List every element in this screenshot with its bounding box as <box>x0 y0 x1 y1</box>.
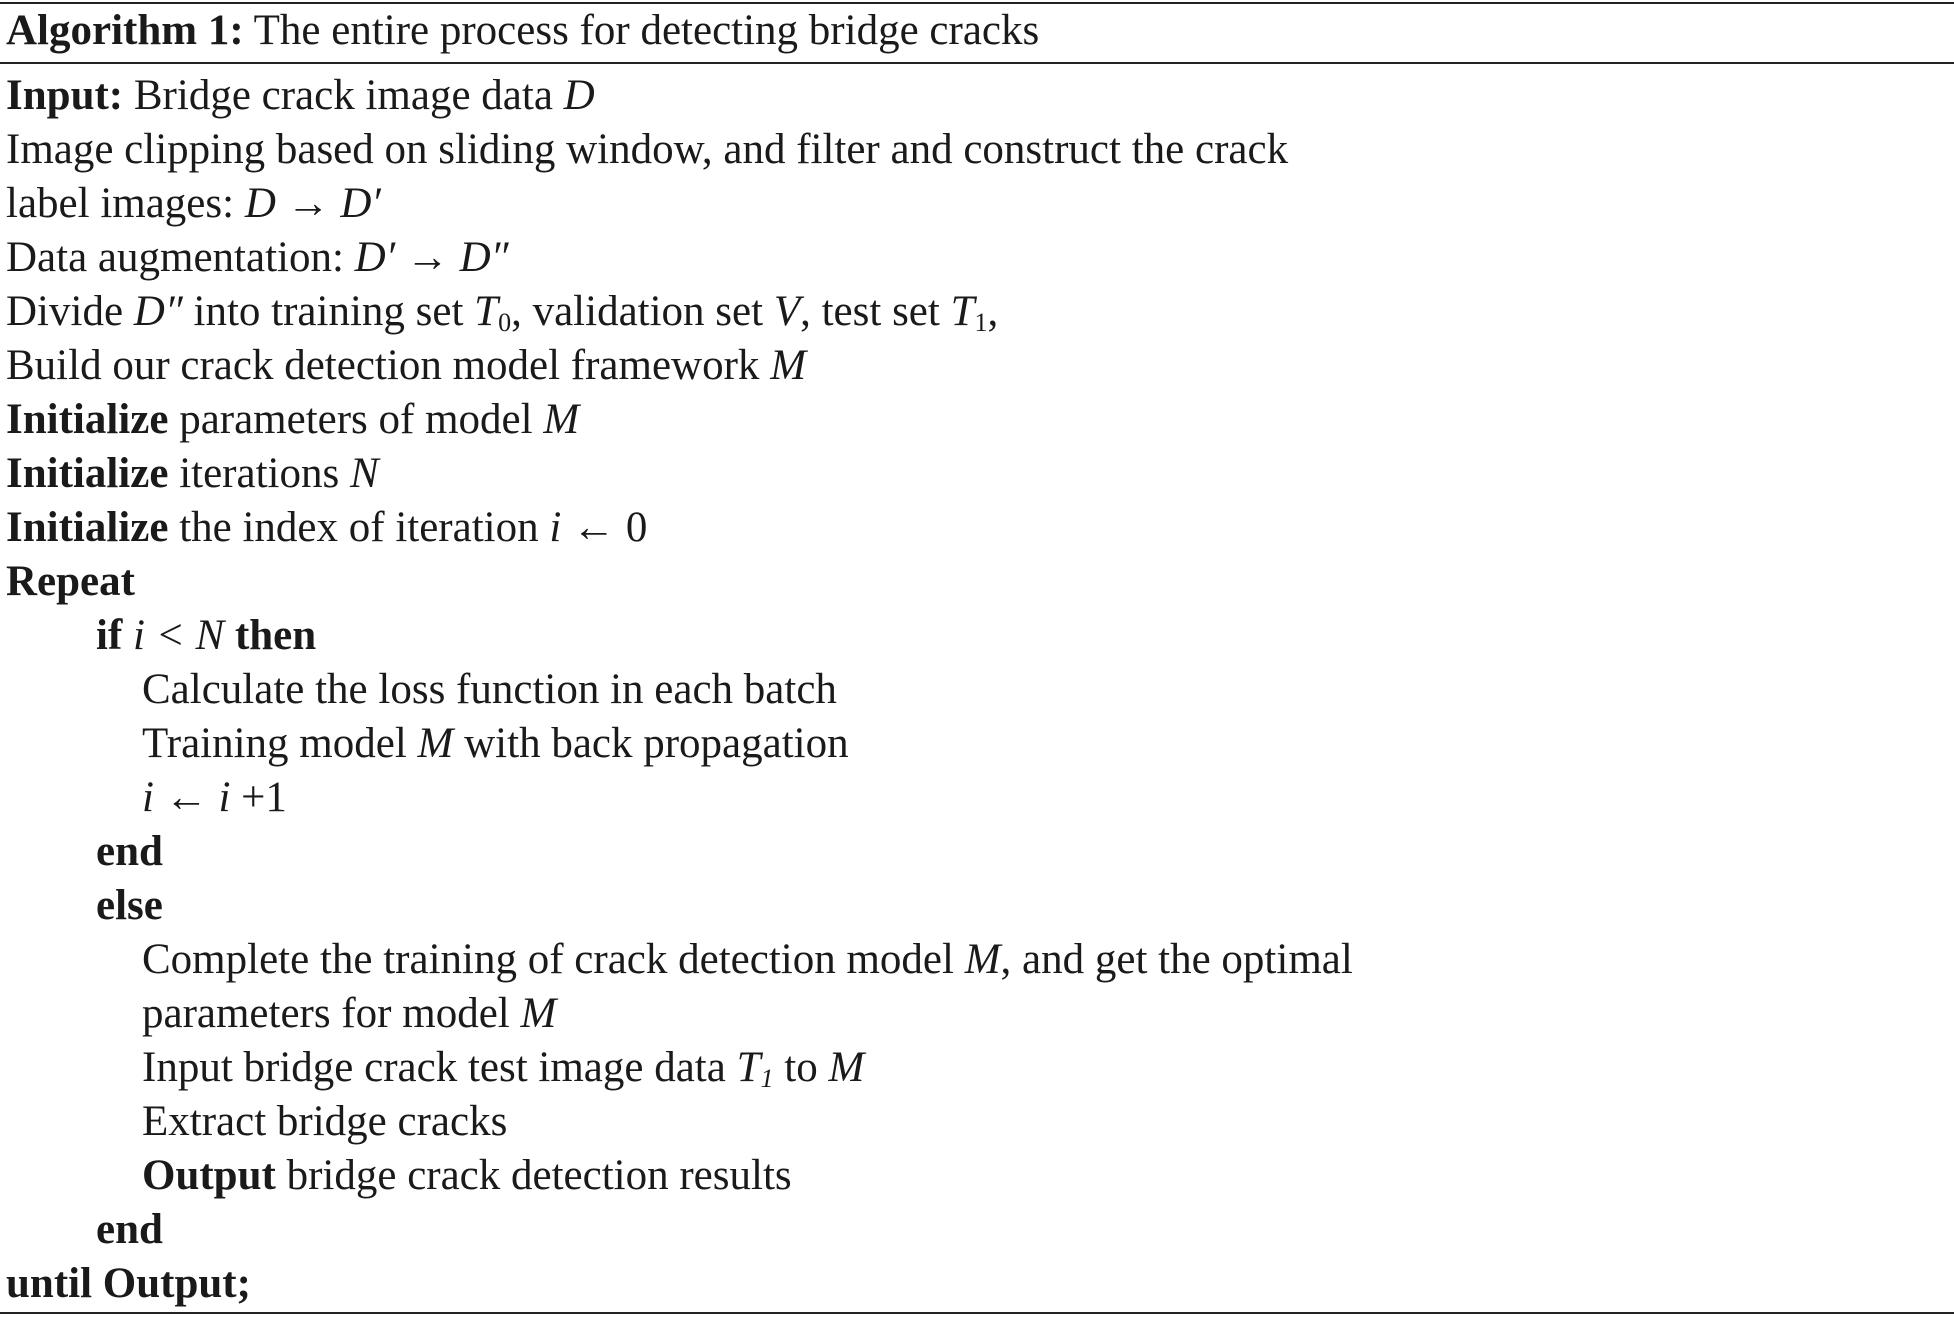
algo-line-else <box>96 879 163 933</box>
math: V <box>773 288 801 335</box>
algo-line-complete <box>142 933 1353 987</box>
algo-line-input <box>6 69 595 123</box>
keyword: Input: <box>6 72 124 119</box>
line-text: with back propagation <box>453 720 849 767</box>
algo-line-repeat <box>6 555 135 609</box>
algo-line-init-params <box>6 393 579 447</box>
line-text: label images: <box>6 180 245 227</box>
algo-line-augmentation <box>6 231 509 285</box>
line-text: Training model <box>142 720 418 767</box>
algo-line-extract <box>142 1095 507 1149</box>
keyword: if <box>96 612 123 659</box>
math: D → D′ <box>244 180 381 227</box>
math: i <box>142 774 154 821</box>
line-text: Calculate the loss function in each batch <box>142 666 837 713</box>
math: T <box>474 288 499 335</box>
keyword: end <box>96 1206 163 1253</box>
algorithm-title <box>6 4 1039 58</box>
math: M <box>543 396 580 443</box>
algo-line-params <box>142 987 556 1041</box>
algo-line-init-index <box>6 501 647 555</box>
math: M <box>417 720 454 767</box>
line-text: iterations <box>168 450 350 497</box>
algo-line-input-test <box>142 1041 864 1095</box>
keyword: then <box>234 612 317 659</box>
algo-line-until <box>6 1257 251 1311</box>
line-text: +1 <box>230 774 287 821</box>
algo-line-label-images <box>6 177 381 231</box>
bottom-rule <box>0 1312 1954 1314</box>
line-text: Complete the training of crack detection model <box>142 936 965 983</box>
keyword: end <box>96 828 163 875</box>
keyword: Initialize <box>6 504 169 551</box>
keyword: Repeat <box>6 558 135 605</box>
line-text: ← 0 <box>561 504 648 551</box>
math: M <box>520 990 557 1037</box>
algorithm-label: Algorithm 1: <box>6 7 244 54</box>
keyword: else <box>96 882 163 929</box>
algo-line-build <box>6 339 806 393</box>
algorithm-caption: The entire process for detecting bridge cracks <box>243 7 1040 54</box>
math: N <box>349 450 379 497</box>
keyword: Output <box>142 1152 276 1199</box>
algo-line-increment <box>142 771 287 825</box>
algo-line-divide <box>6 285 998 339</box>
line-text: Extract bridge cracks <box>142 1098 508 1145</box>
math: T <box>736 1044 761 1091</box>
math: D <box>563 72 595 119</box>
line-text: Input bridge crack test image data <box>142 1044 737 1091</box>
line-text: Image clipping based on sliding window, and filter and construct the crack <box>6 126 1289 173</box>
line-text: parameters of model <box>168 396 544 443</box>
line-text: Divide <box>6 288 134 335</box>
line-text: to <box>773 1044 829 1091</box>
math: D″ <box>133 288 183 335</box>
algo-line-end-if <box>96 825 163 879</box>
math: M <box>964 936 1001 983</box>
algo-line-end-else <box>96 1203 163 1257</box>
algo-line-training <box>142 717 849 771</box>
line-text: , test set <box>800 288 951 335</box>
line-text: bridge crack detection results <box>275 1152 792 1199</box>
line-text: parameters for model <box>142 990 521 1037</box>
header-rule <box>0 62 1954 64</box>
line-text: Bridge crack image data <box>123 72 564 119</box>
line-text: the index of iteration <box>168 504 550 551</box>
math: i < N <box>122 612 235 659</box>
math: D′ → D″ <box>354 234 509 281</box>
keyword: Initialize <box>6 396 169 443</box>
math: M <box>828 1044 865 1091</box>
keyword: until Output; <box>6 1260 251 1307</box>
line-text: , <box>987 288 999 335</box>
algo-line-loss <box>142 663 837 717</box>
algo-line-output <box>142 1149 792 1203</box>
line-text: Data augmentation: <box>6 234 355 281</box>
math: i <box>549 504 562 551</box>
math: T <box>950 288 975 335</box>
line-text: , and get the optimal <box>1000 936 1353 983</box>
subscript: 0 <box>498 308 512 337</box>
algo-line-clipping <box>6 123 1288 177</box>
line-text: into training set <box>182 288 475 335</box>
keyword: Initialize <box>6 450 169 497</box>
math: M <box>770 342 807 389</box>
line-text: ← <box>153 774 219 821</box>
algo-line-if <box>96 609 316 663</box>
line-text: , validation set <box>511 288 774 335</box>
subscript: 1 <box>760 1064 774 1093</box>
math: i <box>218 774 231 821</box>
subscript: 1 <box>974 308 988 337</box>
algo-line-init-iterations <box>6 447 379 501</box>
line-text: Build our crack detection model framework <box>6 342 771 389</box>
